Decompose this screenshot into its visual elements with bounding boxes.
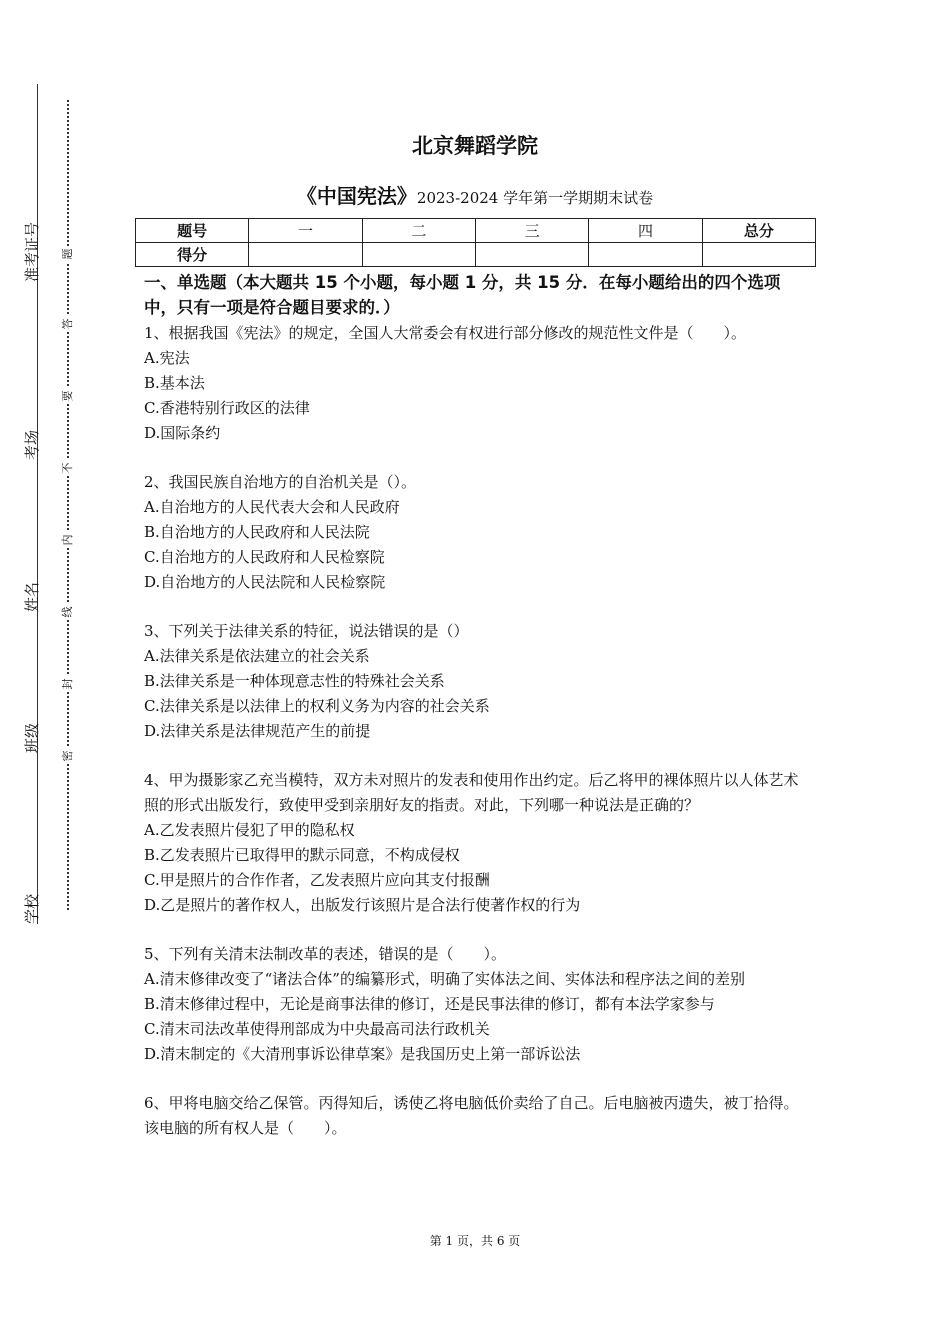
seal-char: 密 (59, 748, 75, 764)
question-stem: 2、我国民族自治地方的自治机关是（）。 (144, 473, 417, 491)
question-option: A.清末修律改变了“诸法合体”的编纂形式，明确了实体法之间、实体法和程序法之间的差别 (144, 970, 745, 988)
course-name: 《中国宪法》 (296, 184, 417, 208)
question-option: C.香港特别行政区的法律 (144, 399, 310, 417)
question-option: B.自治地方的人民政府和人民法院 (144, 523, 370, 541)
question (144, 1091, 812, 1141)
question-stem: 6、甲将电脑交给乙保管。丙得知后，诱使乙将电脑低价卖给了自己。后电脑被丙遗失，被丁拾得。该电脑的所有权人是（ ）。 (144, 1094, 799, 1137)
seal-char: 要 (59, 388, 75, 404)
question (144, 321, 812, 446)
section-heading: 一、单选题（本大题共 15 个小题，每小题 1 分，共 15 分．在每小题给出的四个选项中，只有一项是符合题目要求的．） (144, 273, 781, 317)
question-option: D.自治地方的人民法院和人民检察院 (144, 573, 386, 591)
side-label-exam-number: 准考证号 (23, 221, 41, 282)
question-option: C.清末司法改革使得刑部成为中央最高司法行政机关 (144, 1020, 490, 1038)
score-input-cell[interactable] (249, 243, 362, 267)
question (144, 470, 812, 595)
question-option: A.乙发表照片侵犯了甲的隐私权 (144, 821, 355, 839)
score-table (135, 218, 816, 267)
seal-dotted-line (67, 100, 69, 910)
binding-line (37, 84, 38, 924)
score-table-score-row (136, 243, 816, 267)
seal-char: 题 (59, 246, 75, 262)
exam-content (144, 270, 812, 1165)
seal-char: 不 (59, 460, 75, 476)
question-option: C.法律关系是以法律上的权利义务为内容的社会关系 (144, 697, 490, 715)
question-stem: 3、下列关于法律关系的特征，说法错误的是（） (144, 622, 469, 640)
question (144, 619, 812, 744)
exam-term: 2023-2024 学年第一学期期末试卷 (416, 189, 654, 207)
score-input-cell[interactable] (702, 243, 815, 267)
question (144, 942, 812, 1067)
question (144, 768, 812, 918)
side-label-school: 学校 (23, 893, 41, 924)
question-stem: 4、甲为摄影家乙充当模特，双方未对照片的发表和使用作出约定。后乙将甲的裸体照片以人体艺术照的形式出版发行，致使甲受到亲朋好友的指责。对此，下列哪一种说法是正确的？ (144, 771, 799, 814)
question-stem: 5、下列有关清末法制改革的表述，错误的是（ ）。 (144, 945, 507, 963)
question-option: C.自治地方的人民政府和人民检察院 (144, 548, 385, 566)
side-label-exam-room: 考场 (23, 429, 41, 460)
school-title: 北京舞蹈学院 (412, 134, 538, 158)
score-cell: 三 (475, 219, 588, 243)
seal-char: 答 (59, 316, 75, 332)
score-cell: 总分 (702, 219, 815, 243)
score-cell: 题号 (136, 219, 249, 243)
side-label-class: 班级 (23, 722, 41, 753)
score-table-header-row (136, 219, 816, 243)
seal-char: 线 (59, 604, 75, 620)
question-option: B.法律关系是一种体现意志性的特殊社会关系 (144, 672, 445, 690)
score-cell: 一 (249, 219, 362, 243)
question-option: D.法律关系是法律规范产生的前提 (144, 722, 371, 740)
seal-char: 内 (59, 532, 75, 548)
score-cell: 二 (362, 219, 475, 243)
score-input-cell[interactable] (475, 243, 588, 267)
question-stem: 1、根据我国《宪法》的规定，全国人大常委会有权进行部分修改的规范性文件是（ ）。 (144, 324, 747, 342)
page-footer: 第 1 页，共 6 页 (429, 1234, 521, 1248)
question-option: B.清末修律过程中，无论是商事法律的修订，还是民事法律的修订，都有本法学家参与 (144, 995, 715, 1013)
exam-subtitle (0, 180, 950, 209)
question-option: A.自治地方的人民代表大会和人民政府 (144, 498, 400, 516)
question-option: D.国际条约 (144, 424, 221, 442)
question-option: A.法律关系是依法建立的社会关系 (144, 647, 370, 665)
score-cell: 得分 (136, 243, 249, 267)
question-option: C.甲是照片的合作作者，乙发表照片应向其支付报酬 (144, 871, 490, 889)
score-cell: 四 (589, 219, 702, 243)
question-option: D.乙是照片的著作权人，出版发行该照片是合法行使著作权的行为 (144, 896, 581, 914)
score-input-cell[interactable] (589, 243, 702, 267)
question-option: A.宪法 (144, 349, 190, 367)
question-option: B.基本法 (144, 374, 205, 392)
question-option: D.清末制定的《大清刑事诉讼律草案》是我国历史上第一部诉讼法 (144, 1045, 581, 1063)
question-option: B.乙发表照片已取得甲的默示同意，不构成侵权 (144, 846, 460, 864)
score-input-cell[interactable] (362, 243, 475, 267)
side-label-name: 姓名 (23, 581, 41, 612)
seal-char: 封 (59, 676, 75, 692)
